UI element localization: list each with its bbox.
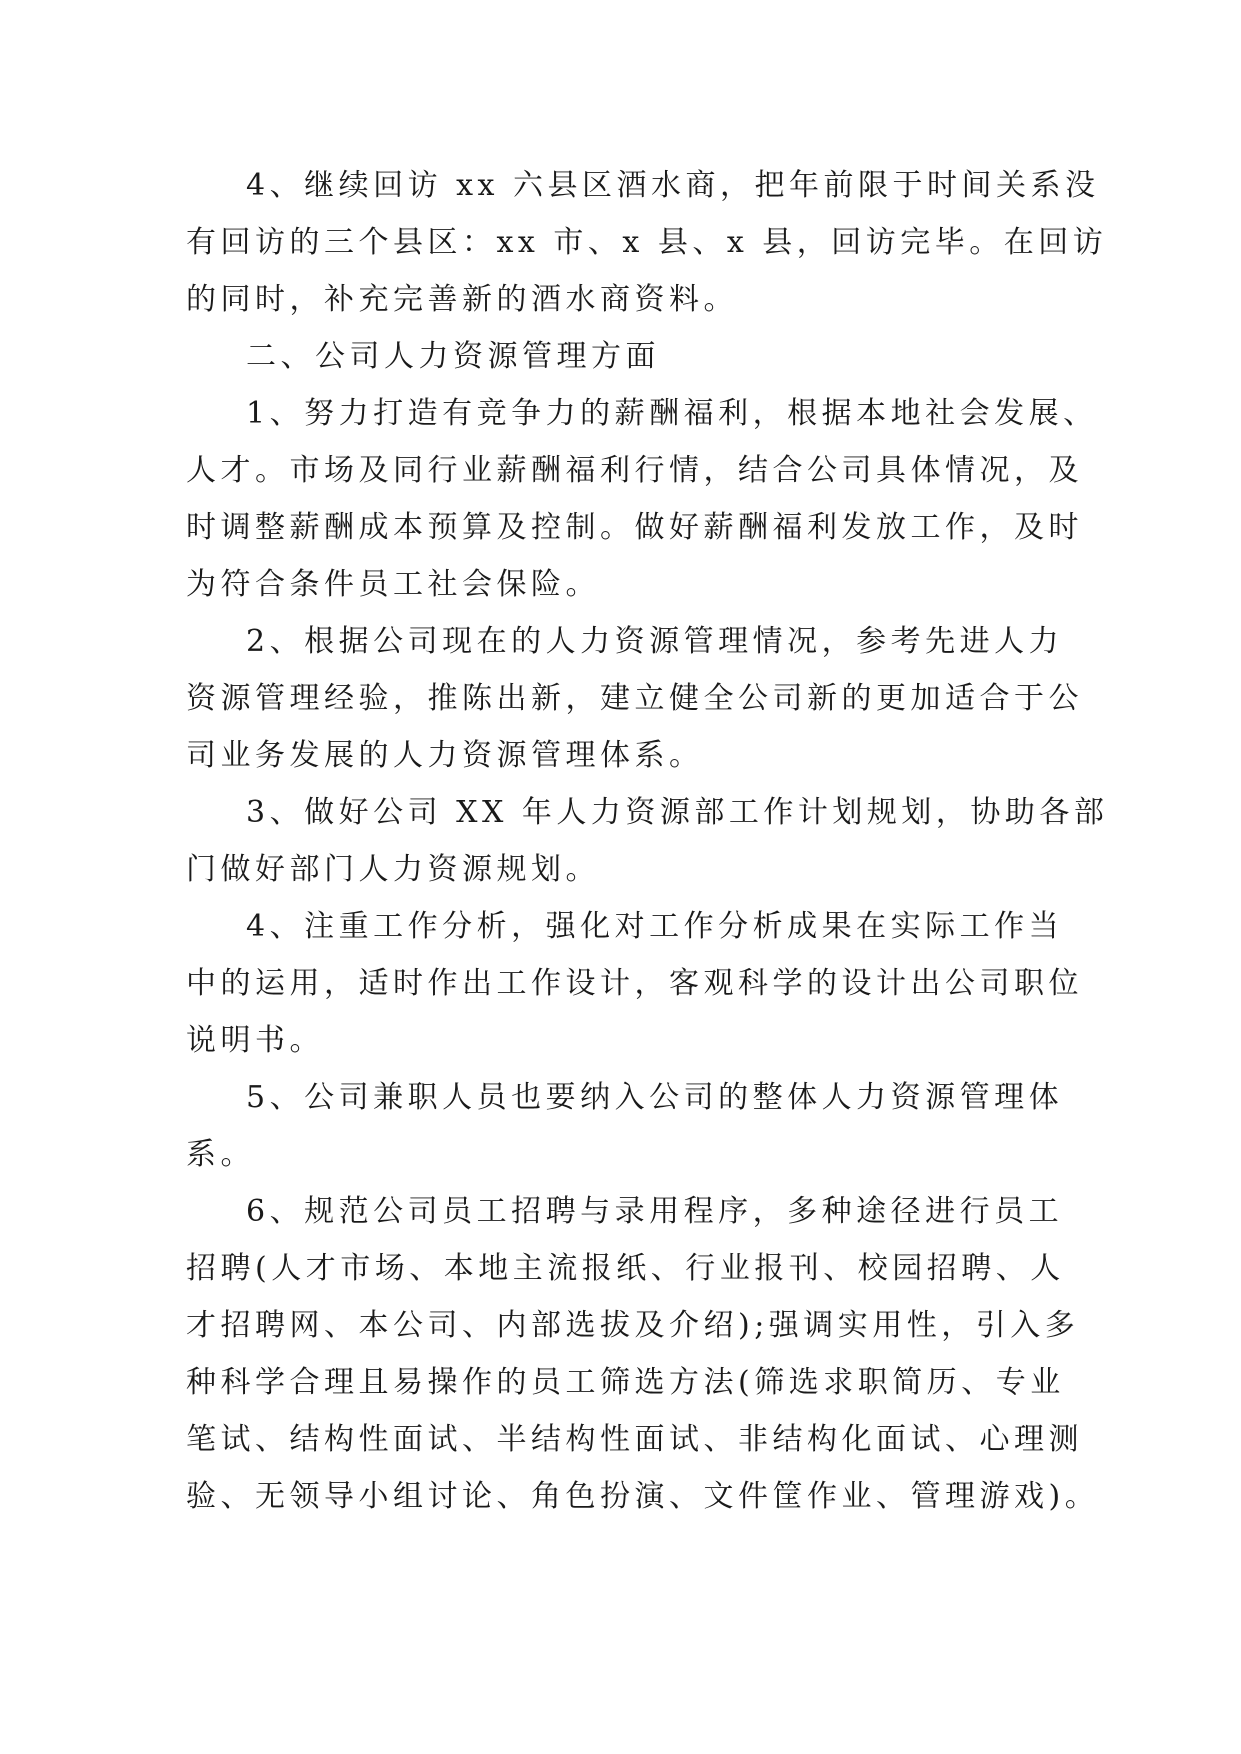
section-heading-hr: [186, 328, 1056, 385]
text-line: 4、注重工作分析，强化对工作分析成果在实际工作当: [246, 909, 1064, 944]
text-line: 5、公司兼职人员也要纳入公司的整体人力资源管理体: [246, 1080, 1064, 1115]
text-line: 系。: [186, 1137, 255, 1172]
text-line: 6、规范公司员工招聘与录用程序，多种途径进行员工: [246, 1194, 1064, 1229]
text-line: 中的运用，适时作出工作设计，客观科学的设计出公司职位: [186, 966, 1083, 1001]
text-line: 司业务发展的人力资源管理体系。: [186, 738, 704, 773]
text-line: 有回访的三个县区：xx 市、x 县、x 县，回访完毕。在回访: [186, 225, 1108, 260]
paragraph-recruitment: [186, 1183, 1100, 1525]
text-line: 招聘(人才市场、本地主流报纸、行业报刊、校园招聘、人: [186, 1251, 1065, 1286]
text-line: 二、公司人力资源管理方面: [246, 339, 660, 374]
text-line: 种科学合理且易操作的员工筛选方法(筛选求职简历、专业: [186, 1365, 1065, 1400]
text-line: 门做好部门人力资源规划。: [186, 852, 600, 887]
text-line: 1、努力打造有竞争力的薪酬福利，根据本地社会发展、: [246, 396, 1098, 431]
text-line: 时调整薪酬成本预算及控制。做好薪酬福利发放工作，及时: [186, 510, 1083, 545]
paragraph-job-analysis: [186, 898, 1083, 1069]
paragraph-compensation: [186, 385, 1098, 613]
document-body: [186, 157, 1109, 1525]
text-line: 人才。市场及同行业薪酬福利行情，结合公司具体情况，及: [186, 453, 1083, 488]
text-line: 为符合条件员工社会保险。: [186, 567, 600, 602]
text-line: 说明书。: [186, 1023, 324, 1058]
paragraph-part-time-staff: [186, 1069, 1064, 1183]
text-line: 3、做好公司 XX 年人力资源部工作计划规划，协助各部: [246, 795, 1109, 830]
text-line: 资源管理经验，推陈出新，建立健全公司新的更加适合于公: [186, 681, 1083, 716]
text-line: 验、无领导小组讨论、角色扮演、文件筐作业、管理游戏)。: [186, 1479, 1100, 1514]
text-line: 笔试、结构性面试、半结构性面试、非结构化面试、心理测: [186, 1422, 1083, 1457]
paragraph-hr-system: [186, 613, 1083, 784]
paragraph-revisit-dealers: [186, 157, 1108, 328]
paragraph-hr-plan: [186, 784, 1109, 898]
text-line: 的同时，补充完善新的酒水商资料。: [186, 282, 738, 317]
text-line: 2、根据公司现在的人力资源管理情况，参考先进人力: [246, 624, 1064, 659]
text-line: 4、继续回访 xx 六县区酒水商，把年前限于时间关系没: [246, 168, 1100, 203]
text-line: 才招聘网、本公司、内部选拔及介绍);强调实用性，引入多: [186, 1308, 1080, 1343]
